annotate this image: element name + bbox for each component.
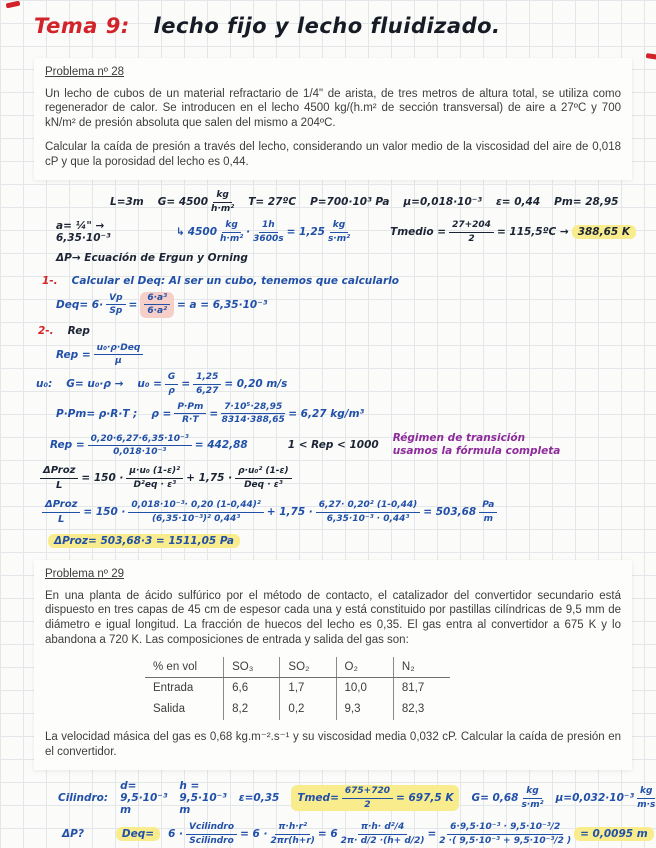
deq-formula (168, 822, 654, 846)
highlighted-result: 388,65 K (572, 225, 636, 239)
fraction: $\frac{\text{μ·u₀ (1-ε)²}}{\text{D²eq · ε³}}$ (126, 466, 183, 490)
term: + 1,75 · (266, 506, 313, 519)
table-cell: Salida (153, 703, 185, 716)
result: = 0,20 m/s (224, 378, 288, 391)
problem-28-paragraph-1: Un lecho de cubos de un material refractario de 1/4" de arista, de tres metros de altura total, se utiliza como regenerador de calor. Se introducen en el lecho 4500 kg/(h.m² de sección transversal) de aire a 27ºC y 700 kN/m² de presión absoluta que salen del mismo a 204ºC. (45, 87, 621, 130)
label: ρ = (151, 407, 172, 420)
given-height: L=3m (110, 196, 144, 209)
label: Rep = (56, 348, 91, 361)
fraction: $\frac{\text{u₀·ρ·Deq}}{\mu}$ (94, 343, 144, 367)
relation: G= u₀·ρ → (66, 378, 124, 391)
deq-calculation-line (56, 292, 636, 318)
table-cell: Entrada (153, 682, 194, 695)
table-cell: 10,0 (336, 678, 393, 699)
problem-28-heading: Problema nº 28 (45, 66, 124, 78)
label: u₀ = (137, 378, 162, 391)
label: Rep = (50, 439, 85, 452)
question-pressure-drop: ΔP? (62, 828, 84, 841)
highlighted-fraction: $\frac{\text{6·a³}}{\text{6·a²}}$ (140, 292, 174, 318)
given-mass-velocity (471, 786, 543, 810)
fraction: $\frac{P\cdot Pm}{R\cdot T}$ (174, 402, 206, 426)
equals: = (181, 378, 191, 391)
equals: = (128, 298, 138, 311)
table-row (145, 699, 450, 720)
page-title-tema: Tema 9: (34, 14, 130, 38)
reynolds-formula (56, 343, 143, 367)
table-cell: 9,3 (336, 699, 393, 720)
table-header: SO₃ (224, 657, 280, 678)
table-cell: 81,7 (393, 678, 450, 699)
fraction: $\frac{kg}{\text{s·m²}}$ (327, 220, 351, 244)
reynolds-value-line (50, 432, 636, 459)
table-cell: 82,3 (393, 699, 450, 720)
equals: = (209, 407, 219, 420)
coefficient: 6 · (168, 828, 184, 841)
problem-29-statement (34, 560, 632, 770)
label: u₀: (36, 378, 53, 391)
given-values-line (58, 780, 656, 817)
ideal-gas-relation: P·Pm= ρ·R·T ; (56, 407, 138, 420)
given-mass-velocity (158, 190, 234, 214)
given-porosity: ε= 0,44 (495, 196, 541, 209)
given-pressure: P=700·10³ Pa (310, 196, 390, 209)
value: 4500 (187, 226, 218, 238)
mean-temperature (390, 220, 636, 244)
step-number: 1-. (42, 274, 58, 287)
ergun-method-title: ΔP→ Ecuación de Ergun y Orning (56, 251, 248, 264)
fraction: $\frac{\text{π·h·r²}}{2\pi r(h+r)}$ (270, 822, 315, 846)
pressure-drop-result-line (48, 533, 636, 548)
reynolds-range: 1 < Rep < 1000 (287, 439, 379, 452)
note-line: Régimen de transición (392, 431, 526, 444)
label: Tmed= (297, 792, 339, 805)
density-result (151, 402, 364, 426)
fraction: $\frac{675+720}{2}$ (342, 786, 393, 810)
result: = a = 6,35·10⁻³ (177, 298, 268, 311)
problem-29-heading: Problema nº 29 (45, 568, 124, 581)
step-number: 2-. (38, 325, 54, 338)
fraction: $\frac{1,25}{6,27}$ (193, 372, 221, 396)
step-2-line (38, 324, 636, 339)
table-header: % en vol (145, 657, 224, 678)
problem-29-paragraph-1: En una planta de ácido sulfúrico por el método de contacto, el catalizador del convertidor secundario está dispuesto en tres capas de 45 cm de espesor cada una y está constituido por pastillas cilíndricas de 9,5 mm de diámetro e igual longitud. La fracción de huecos del lecho es 0,35. El gas entra al convertidor a 675 K y lo abandona a 720 K. Las composiciones de entrada y salida del gas son: (45, 589, 621, 646)
reynolds-formula-line (56, 343, 636, 367)
term: = 150 · (81, 472, 124, 485)
density-calculation-line (56, 402, 636, 426)
step-text: Calcular el Deq: Al ser un cubo, tenemos que calcularlo (71, 274, 399, 287)
problem-28-statement (34, 58, 632, 180)
given-porosity: ε=0,35 (238, 792, 280, 805)
table-header: O₂ (336, 657, 393, 678)
fraction: $\frac{kg}{\text{s·m²}}$ (521, 786, 544, 810)
fraction: $\frac{Pa}{m}$ (479, 500, 497, 524)
table-cell: 1,7 (280, 678, 336, 699)
gas-composition-table (145, 657, 450, 720)
edge-length: a= ¼" → 6,35·10⁻³ (56, 220, 111, 244)
highlighted-result: = 0,0095 m (574, 827, 654, 841)
table-header: N₂ (393, 657, 450, 678)
deq-calculation-line (62, 822, 648, 846)
fraction: $\frac{\text{π·h· d²/4}}{2\pi\cdot d/2 \cdot(h+ d/2)}$ (340, 822, 425, 846)
fraction: $\frac{\text{ρ·u₀² (1-ε)}}{\text{Deq · ε³}}$ (235, 466, 292, 490)
table-header-row (145, 657, 450, 678)
table-header: SO₂ (280, 657, 336, 678)
fraction: $\frac{kg}{m\cdot s}$ (637, 786, 656, 810)
fraction: $\frac{27+204}{2}$ (449, 220, 494, 244)
highlighted-deq-label: Deq= (116, 827, 160, 841)
result: = 6,27 kg/m³ (288, 407, 365, 420)
value: μ=0,032·10⁻³ (555, 792, 635, 805)
fraction: $\frac{kg}{\text{h·m²}}$ (220, 220, 244, 244)
value: = 1,25 (286, 226, 325, 238)
unit-conversion-line (56, 220, 636, 244)
result: = 503,68 (423, 506, 477, 519)
fraction: $\frac{kg}{\text{h·m²}}$ (211, 190, 235, 214)
table-cell: 6,6 (224, 678, 280, 699)
equals: = 6 · (240, 828, 268, 841)
method-line (56, 250, 636, 265)
fraction: $\frac{\text{ΔProz}}{L}$ (42, 499, 80, 525)
shape-label: Cilindro: (58, 792, 109, 805)
given-temperature: T= 27ºC (248, 196, 297, 209)
ergun-numeric-line (42, 499, 636, 525)
note-line: usamos la fórmula completa (392, 445, 561, 458)
deq-formula (56, 292, 267, 318)
fraction: $\frac{\text{Vcilindro}}{\text{Scilindro}}$ (186, 822, 237, 846)
term: = 150 · (83, 506, 126, 519)
result: = 442,88 (194, 439, 248, 452)
problem-29-paragraph-2: La velocidad másica del gas es 0,68 kg.m⁻².s⁻¹ y su viscosidad media 0,032 cP. Calcular la caída de presión en el convertidor. (45, 730, 621, 758)
fraction: $\frac{\text{6·9,5·10⁻³ · 9,5·10⁻³/2}}{\text{2 ·( 9,5·10⁻³ + 9,5·10⁻³/2 )}}$ (439, 822, 572, 846)
term: + 1,75 · (186, 472, 233, 485)
problem-28-work (34, 190, 636, 548)
value: = 115,5ºC → (496, 226, 569, 238)
fraction: $\frac{\text{0,018·10⁻³· 0,20 (1-0,44)²}}{\text{(6,35·10⁻³)² 0,44³}}$ (128, 500, 263, 524)
fraction: $\frac{G}{\rho}$ (165, 372, 178, 396)
dot: · (246, 226, 251, 238)
problem-28-paragraph-2: Calcular la caída de presión a través del lecho, considerando un valor medio de la viscosidad del aire de 0,018 cP y que la porosidad del lecho es 0,44. (45, 140, 621, 168)
velocity-result (137, 372, 287, 396)
label: Tmedio = (390, 226, 447, 238)
given-values-line (110, 190, 636, 214)
reynolds-value (50, 434, 248, 458)
problem-29-work (34, 780, 656, 846)
given-molar-mass: Pm= 28,95 (554, 196, 619, 209)
value: G= 4500 (157, 196, 209, 209)
equals: = 6 (317, 828, 338, 841)
result: = 697,5 K (396, 792, 454, 805)
arrow-icon: ↳ (175, 226, 185, 238)
step-1-line (42, 273, 636, 288)
velocity-calculation-line (36, 372, 636, 396)
given-length: h = 9,5·10⁻³ m (179, 780, 227, 817)
ergun-equation-numeric (42, 499, 497, 525)
step-text: Rep (67, 325, 90, 338)
table-cell: 0,2 (280, 699, 336, 720)
flow-regime-note (393, 432, 561, 459)
fraction: $\frac{\text{7·10⁵·28,95}}{8314\cdot 388,65}$ (221, 402, 285, 426)
ergun-symbolic-line (40, 465, 636, 491)
page-title (34, 14, 636, 38)
fraction: $\frac{\text{6,27· 0,20² (1-0,44)}}{\text{6,35·10⁻³ · 0,44³}}$ (316, 500, 420, 524)
page-title-subject: lecho fijo y lecho fluidizado. (153, 14, 501, 38)
table-row (145, 678, 450, 699)
equals: = (427, 828, 437, 841)
mean-temperature (291, 785, 459, 811)
value: G= 0,68 (471, 792, 519, 805)
fraction: $\frac{1h}{3600s}$ (253, 220, 284, 244)
given-viscosity: μ=0,018·10⁻³ (403, 196, 482, 209)
fraction: $\frac{\text{0,20·6,27·6,35·10⁻³}}{\text{0,018·10⁻³}}$ (88, 434, 192, 458)
fraction: $\frac{Vp}{Sp}$ (106, 293, 125, 317)
label: Deq= 6· (56, 298, 104, 311)
fraction: $\frac{\text{ΔProz}}{L}$ (40, 465, 78, 491)
table-cell: 8,2 (224, 699, 280, 720)
mass-velocity-conversion (176, 220, 350, 244)
highlighted-final-result: ΔProz= 503,68·3 = 1511,05 Pa (48, 534, 240, 548)
given-viscosity (556, 786, 656, 810)
given-diameter: d= 9,5·10⁻³ m (120, 780, 168, 817)
ergun-equation-symbolic (40, 465, 292, 491)
